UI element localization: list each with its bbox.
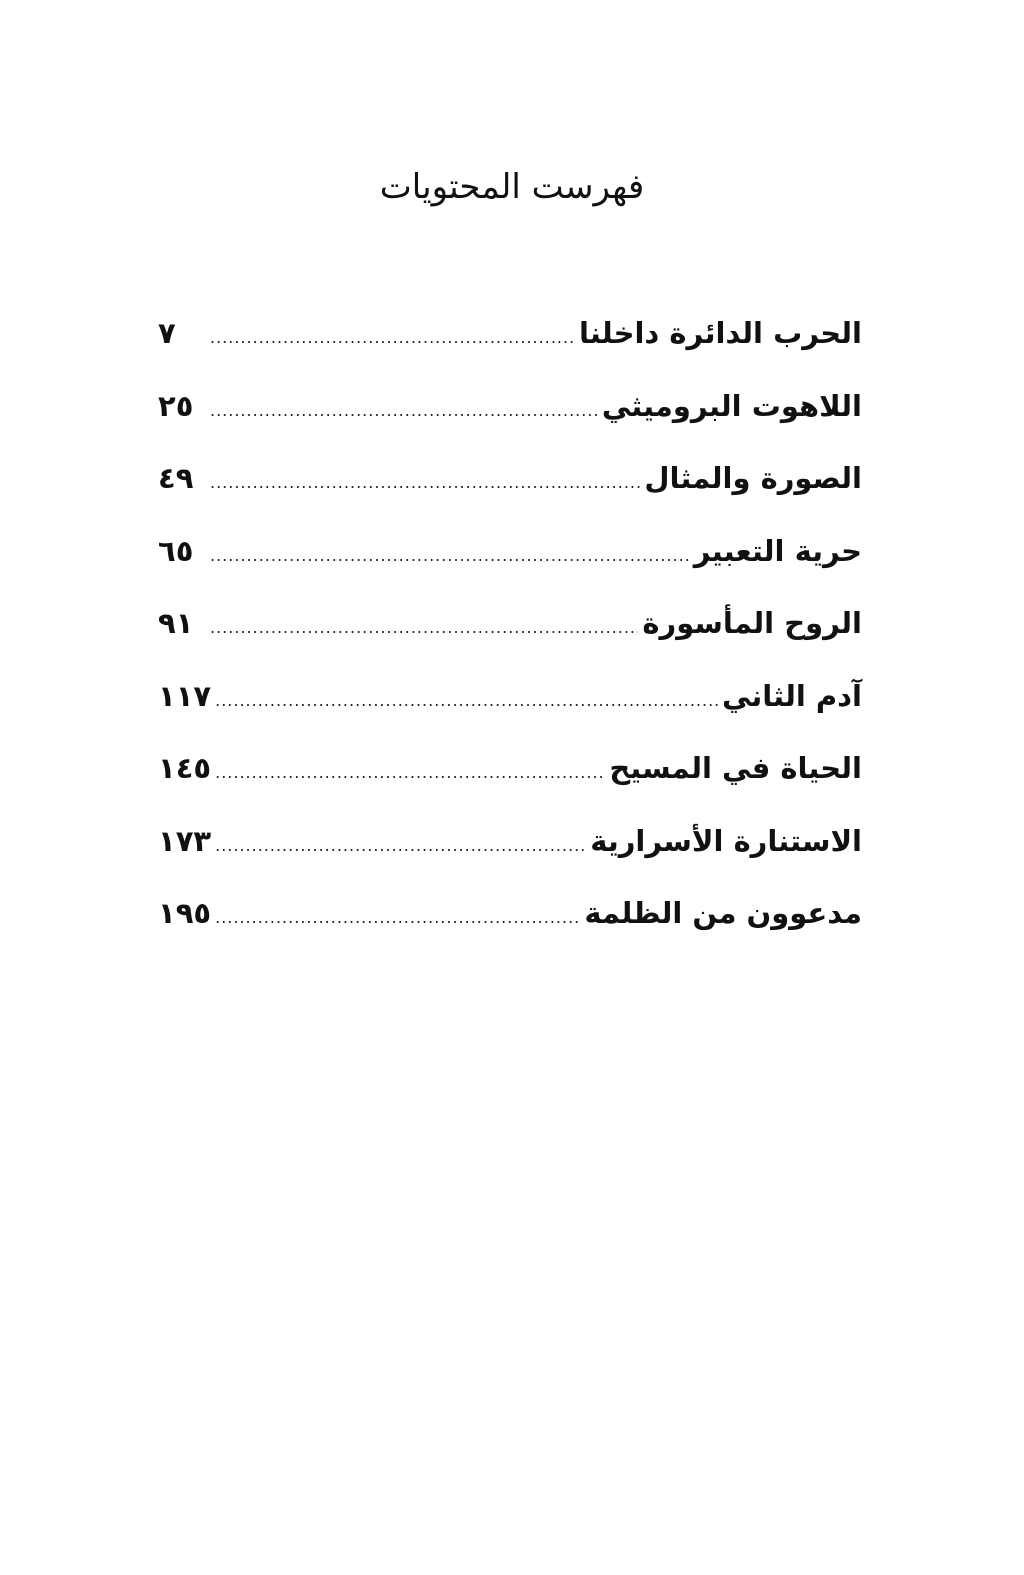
toc-page-number: ١١٧: [158, 678, 212, 713]
toc-entry: [158, 890, 862, 963]
toc-page-number: ٢٥: [158, 388, 194, 423]
toc-entry-title: الاستنارة الأسرارية: [590, 823, 862, 858]
toc-page-number: ١٧٣: [158, 823, 212, 858]
toc-entry: [158, 745, 862, 818]
toc-entry-title: الحرب الدائرة داخلنا: [579, 316, 862, 350]
toc-page-number: ١٤٥: [158, 751, 212, 785]
dot-leader: [215, 823, 586, 869]
toc-page-number: ٧: [158, 316, 176, 350]
dot-leader: [210, 315, 575, 361]
toc-entry: [158, 455, 862, 528]
toc-page-number: ١٩٥: [158, 896, 212, 930]
table-of-contents: [158, 310, 862, 963]
toc-entry: [158, 383, 862, 456]
dot-leader: [215, 678, 718, 724]
toc-entry-title: مدعوون من الظلمة: [584, 896, 862, 930]
toc-page-number: ٤٩: [158, 461, 194, 495]
dot-leader: [215, 750, 605, 796]
dot-leader: [210, 605, 638, 651]
toc-entry: [158, 600, 862, 673]
toc-entry-title: الصورة والمثال: [644, 461, 862, 495]
toc-entry-title: حرية التعبير: [693, 533, 862, 568]
page-title: فهرست المحتويات: [379, 167, 645, 207]
toc-entry: [158, 310, 862, 383]
toc-entry-title: اللاهوت البروميثي: [601, 388, 862, 423]
toc-entry-title: الحياة في المسيح: [609, 751, 862, 785]
dot-leader: [210, 460, 640, 506]
dot-leader: [210, 388, 598, 434]
toc-entry: [158, 673, 862, 746]
dot-leader: [210, 533, 690, 579]
toc-page-number: ٦٥: [158, 533, 194, 568]
toc-page-number: ٩١: [158, 606, 194, 640]
dot-leader: [215, 895, 580, 941]
toc-entry-title: الروح المأسورة: [642, 606, 862, 640]
toc-entry-title: آدم الثاني: [722, 678, 862, 713]
toc-entry: [158, 528, 862, 601]
toc-entry: [158, 818, 862, 891]
